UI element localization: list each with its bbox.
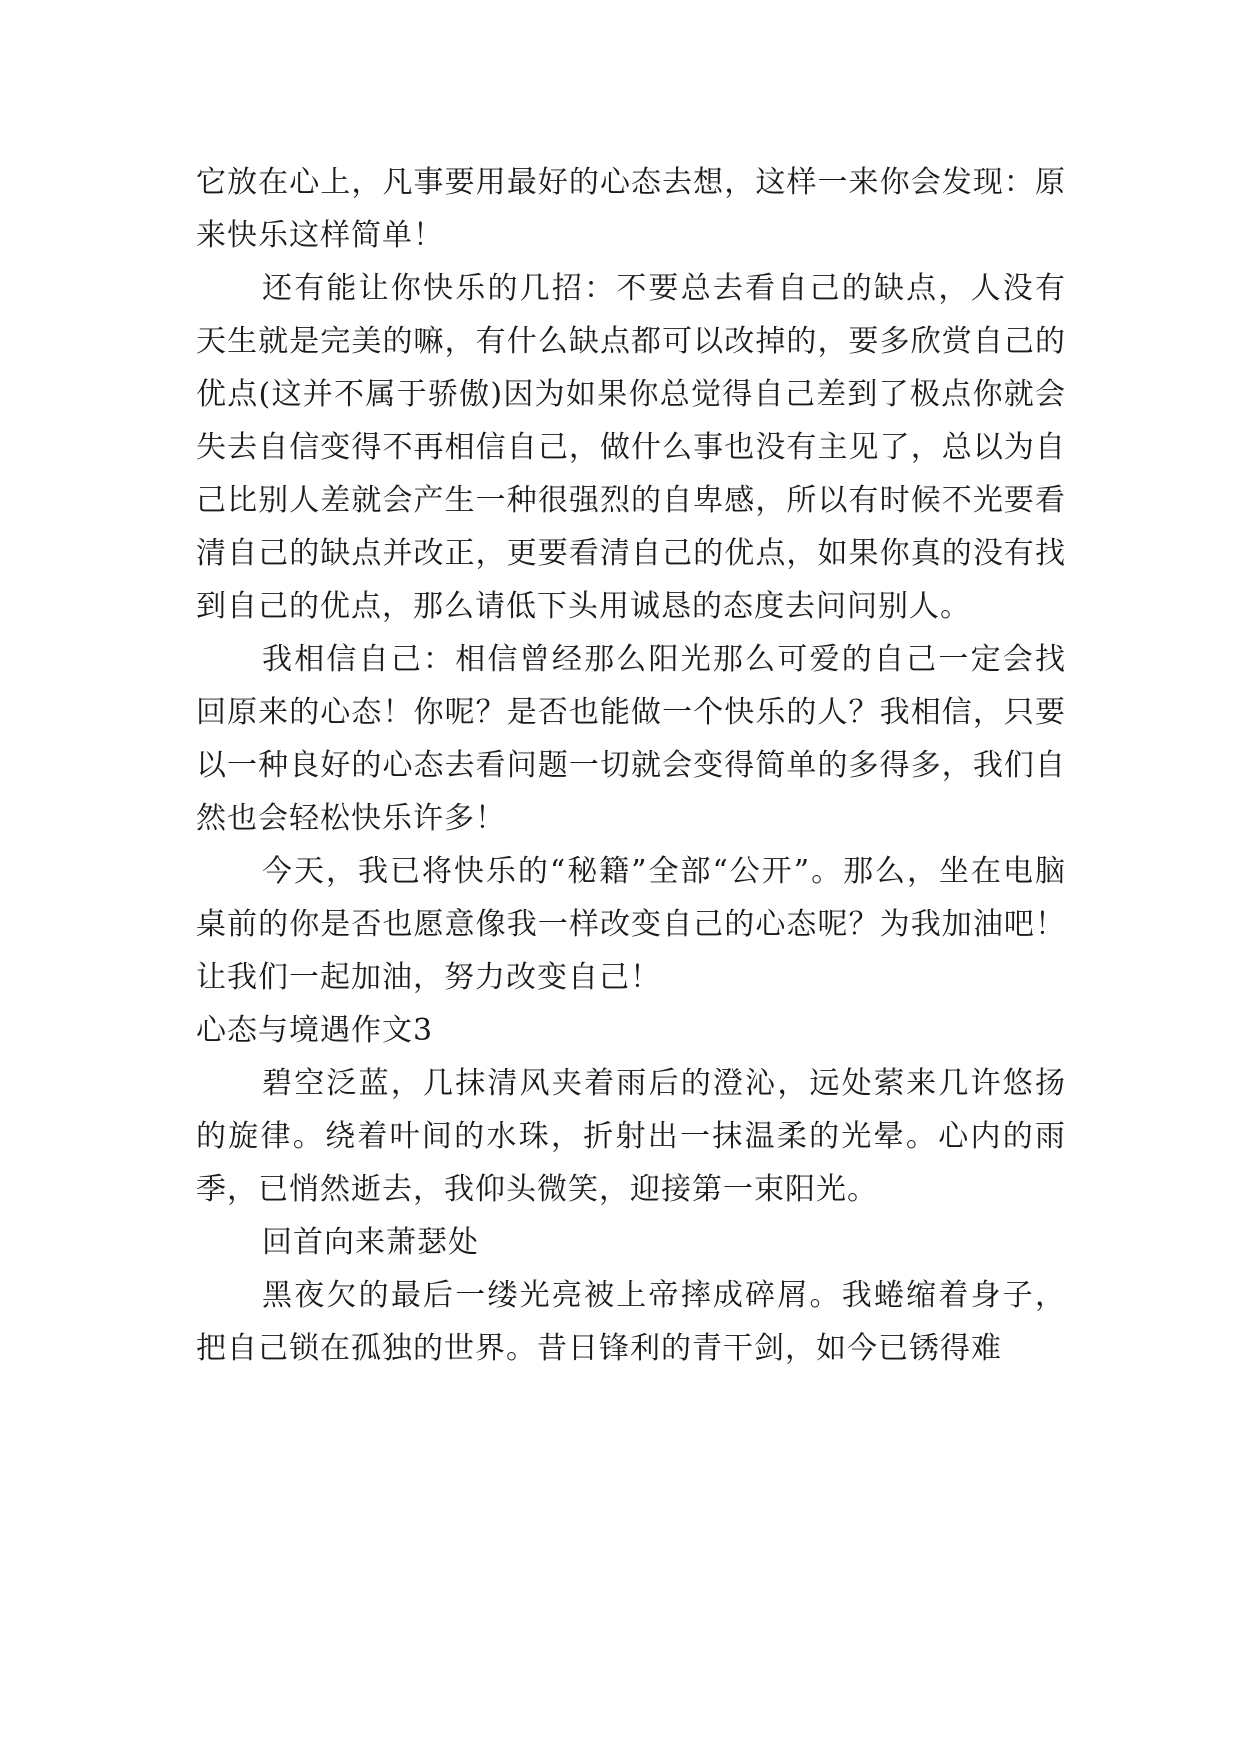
paragraph-2: 还有能让你快乐的几招：不要总去看自己的缺点，人没有天生就是完美的嘛，有什么缺点都可以改掉的，要多欣赏自己的优点(这并不属于骄傲)因为如果你总觉得自己差到了极点你就会失去自信变得不再相信自己，做什么事也没有主见了，总以为自己比别人差就会产生一种很强烈的自卑感，所以有时候不光要看清自己的缺点并改正，更要看清自己的优点，如果你真的没有找到自己的优点，那么请低下头用诚恳的态度去问问别人。 [196, 271, 1066, 624]
section-heading: 心态与境遇作文3 [196, 1013, 434, 1048]
paragraph-6: 回首向来萧瑟处 [262, 1225, 479, 1260]
paragraph-3: 我相信自己：相信曾经那么阳光那么可爱的自己一定会找回原来的心态！你呢？是否也能做一个快乐的人？我相信，只要以一种良好的心态去看问题一切就会变得简单的多得多，我们自然也会轻松快乐许多！ [196, 642, 1066, 836]
paragraph-1: 它放在心上，凡事要用最好的心态去想，这样一来你会发现：原来快乐这样简单！ [196, 165, 1066, 253]
paragraph-4: 今天，我已将快乐的“秘籍”全部“公开”。那么，坐在电脑桌前的你是否也愿意像我一样改变自己的心态呢？为我加油吧！让我们一起加油，努力改变自己！ [196, 854, 1066, 995]
paragraph-7: 黑夜欠的最后一缕光亮被上帝摔成碎屑。我蜷缩着身子，把自己锁在孤独的世界。昔日锋利的青干剑，如今已锈得难 [196, 1278, 1066, 1366]
paragraph-5: 碧空泛蓝，几抹清风夹着雨后的澄沁，远处萦来几许悠扬的旋律。绕着叶间的水珠，折射出一抹温柔的光晕。心内的雨季，已悄然逝去，我仰头微笑，迎接第一束阳光。 [196, 1066, 1066, 1207]
document-body [196, 156, 1066, 1375]
